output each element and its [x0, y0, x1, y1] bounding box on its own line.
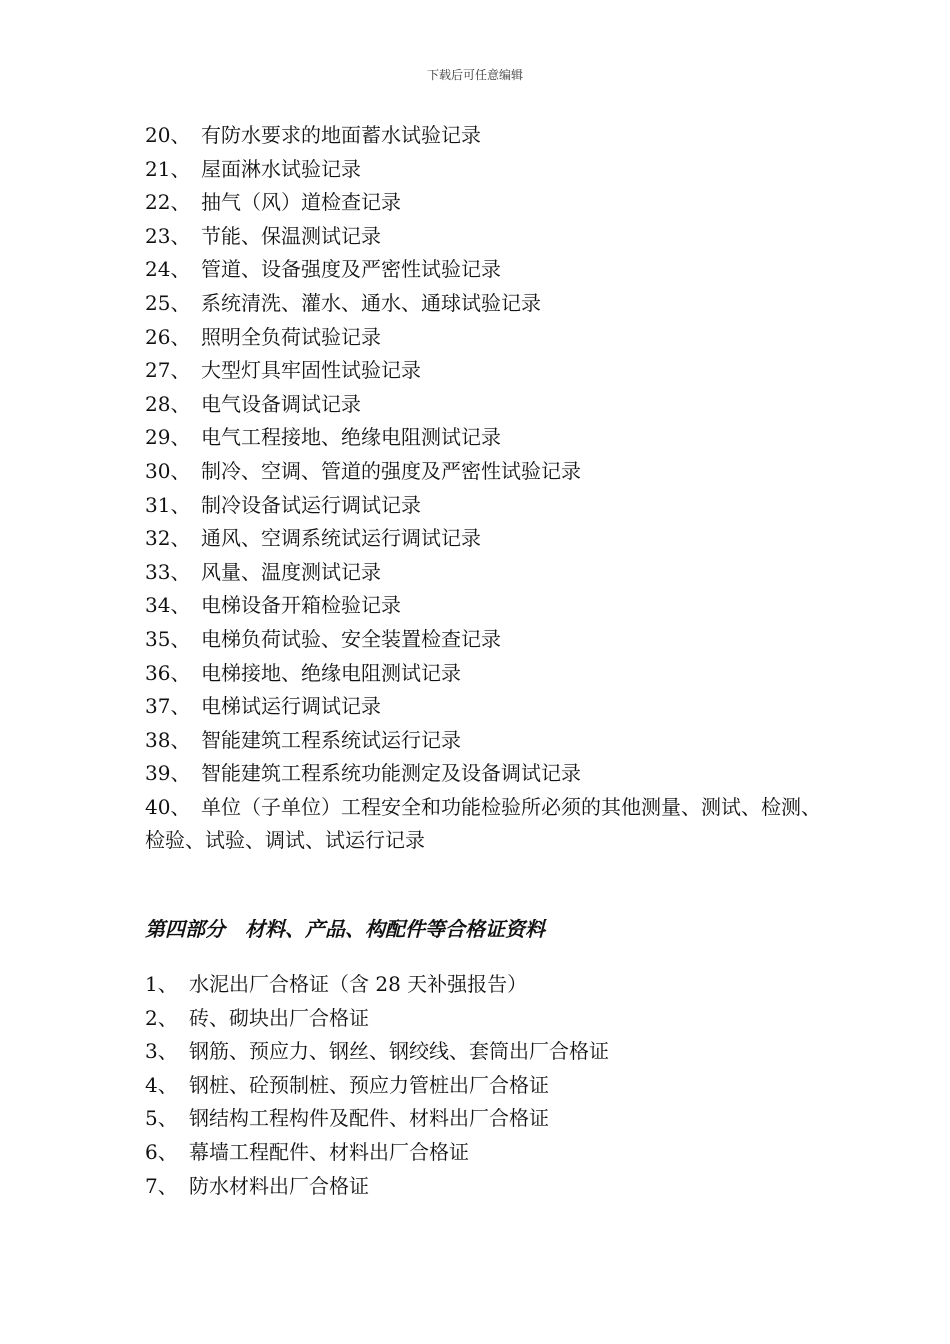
list-item — [145, 287, 835, 321]
list-item — [145, 623, 835, 657]
item-number: 4、 — [145, 1072, 178, 1097]
item-number: 33、 — [145, 559, 191, 584]
item-number: 26、 — [145, 324, 191, 349]
list-item — [145, 522, 835, 556]
item-number: 37、 — [145, 694, 191, 719]
item-text: 管道、设备强度及严密性试验记录 — [201, 257, 501, 282]
item-text: 砖、砌块出厂合格证 — [189, 1005, 369, 1030]
item-number: 27、 — [145, 358, 191, 383]
list-item — [145, 388, 835, 422]
list-item — [145, 253, 835, 287]
item-text: 电梯负荷试验、安全装置检查记录 — [201, 626, 501, 651]
item-number: 22、 — [145, 190, 191, 215]
list-item — [145, 119, 835, 153]
record-list-part3 — [145, 119, 835, 858]
item-number: 28、 — [145, 391, 191, 416]
item-text: 通风、空调系统试运行调试记录 — [201, 526, 481, 551]
item-text: 抽气（风）道检查记录 — [201, 190, 401, 215]
item-text: 电梯接地、绝缘电阻测试记录 — [201, 660, 461, 685]
item-text: 有防水要求的地面蓄水试验记录 — [201, 123, 481, 147]
item-text: 单位（子单位）工程安全和功能检验所必须的其他测量、测试、检测、检验、试验、调试、试运行记录 — [145, 794, 821, 853]
list-item — [145, 757, 835, 791]
item-number: 25、 — [145, 290, 191, 315]
item-text: 钢筋、预应力、钢丝、钢绞线、套筒出厂合格证 — [189, 1039, 609, 1064]
item-text: 钢结构工程构件及配件、材料出厂合格证 — [189, 1106, 549, 1131]
item-number: 38、 — [145, 727, 191, 752]
item-text: 智能建筑工程系统试运行记录 — [201, 727, 461, 752]
list-item — [145, 186, 835, 220]
list-item — [145, 1002, 835, 1036]
list-item — [145, 1102, 835, 1136]
list-item — [145, 1170, 835, 1204]
item-number: 40、 — [145, 794, 191, 819]
item-number: 5、 — [145, 1106, 178, 1131]
section-heading: 第四部分 材料、产品、构配件等合格证资料 — [145, 917, 545, 941]
list-item — [145, 968, 835, 1002]
list-item — [145, 589, 835, 623]
item-number: 21、 — [145, 156, 191, 181]
item-number: 31、 — [145, 492, 191, 517]
list-item — [145, 724, 835, 758]
list-item — [145, 556, 835, 590]
list-item — [145, 1136, 835, 1170]
page-header-note: 下载后可任意编辑 — [426, 68, 523, 82]
item-number: 34、 — [145, 593, 191, 618]
item-text: 大型灯具牢固性试验记录 — [201, 358, 421, 383]
item-number: 30、 — [145, 458, 191, 483]
list-item — [145, 354, 835, 388]
item-text: 屋面淋水试验记录 — [201, 156, 361, 181]
item-number: 3、 — [145, 1039, 178, 1064]
list-item — [145, 489, 835, 523]
item-number: 24、 — [145, 257, 191, 282]
item-text: 系统清洗、灌水、通水、通球试验记录 — [201, 290, 541, 315]
item-text: 幕墙工程配件、材料出厂合格证 — [189, 1139, 469, 1164]
item-number: 32、 — [145, 526, 191, 551]
list-item — [145, 321, 835, 355]
item-text: 风量、温度测试记录 — [201, 559, 381, 584]
item-number: 35、 — [145, 626, 191, 651]
list-item — [145, 421, 835, 455]
list-item — [145, 791, 835, 858]
certificate-list-part4 — [145, 968, 835, 1203]
item-text: 节能、保温测试记录 — [201, 223, 381, 248]
list-item — [145, 220, 835, 254]
item-number: 1、 — [145, 972, 178, 996]
item-number: 23、 — [145, 223, 191, 248]
item-number: 7、 — [145, 1173, 178, 1198]
item-number: 29、 — [145, 425, 191, 450]
item-number: 39、 — [145, 761, 191, 786]
list-item — [145, 1035, 835, 1069]
item-number: 36、 — [145, 660, 191, 685]
item-text: 钢桩、砼预制桩、预应力管桩出厂合格证 — [189, 1072, 549, 1097]
item-text: 照明全负荷试验记录 — [201, 324, 381, 349]
list-item — [145, 153, 835, 187]
item-text: 电气工程接地、绝缘电阻测试记录 — [201, 425, 501, 450]
item-text: 水泥出厂合格证（含 28 天补强报告） — [189, 972, 528, 996]
list-item — [145, 455, 835, 489]
item-text: 防水材料出厂合格证 — [189, 1173, 369, 1198]
item-text: 智能建筑工程系统功能测定及设备调试记录 — [201, 761, 581, 786]
item-text: 电梯试运行调试记录 — [201, 694, 381, 719]
list-item — [145, 690, 835, 724]
item-text: 制冷设备试运行调试记录 — [201, 492, 421, 517]
item-text: 电梯设备开箱检验记录 — [201, 593, 401, 618]
item-number: 20、 — [145, 123, 191, 147]
list-item — [145, 1069, 835, 1103]
list-item — [145, 657, 835, 691]
item-text: 制冷、空调、管道的强度及严密性试验记录 — [201, 458, 581, 483]
item-text: 电气设备调试记录 — [201, 391, 361, 416]
item-number: 2、 — [145, 1005, 178, 1030]
item-number: 6、 — [145, 1139, 178, 1164]
